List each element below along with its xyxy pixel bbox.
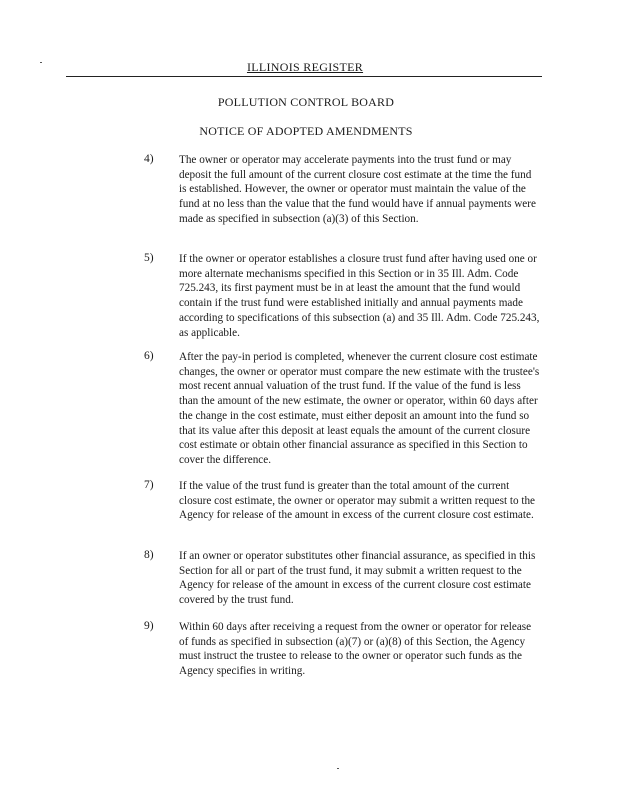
subsection-number: 5) [144,252,154,264]
subsection-number: 4) [144,153,154,165]
subsection-number: 8) [144,549,154,561]
subsection-text: After the pay-in period is completed, whenever the current closure cost estimate changes, the owner or operator must compare the new estimate with the trustee's most recent annual valuation of the trust fund. If the value of the fund is less than the amount of the new estimate, the owner or operator, within 60 days after the change in the cost estimate, must either deposit an amount into the fund so that its value after this deposit at least equals the amount of the current closure cost estimate or obtain other financial assurance as specified in this Section to cover the difference. [179,351,540,466]
subsection-text: If the owner or operator establishes a closure trust fund after having used one or more alternate mechanisms specified in this Section or in 35 Ill. Adm. Code 725.243, its first payment must be in at least the amount that the fund would contain if the trust fund were established initially and annual payments made according to specifications of this subsection (a) and 35 Ill. Adm. Code 725.243, as applicable. [179,253,540,339]
header-rule [66,76,542,77]
scan-speck [337,768,339,769]
subsection-number: 7) [144,479,154,491]
subsection-text: The owner or operator may accelerate payments into the trust fund or may deposit the full amount of the current closure cost estimate at the time the fund is established. However, the owner or operator must maintain the value of the fund at no less than the value that the fund would have if annual payments were made as specified in subsection (a)(3) of this Section. [179,154,536,225]
subsection-number: 6) [144,350,154,362]
subsection-text: If the value of the trust fund is greater than the total amount of the current closure cost estimate, the owner or operator may submit a written request to the Agency for release of the amount in excess of the current closure cost estimate. [179,480,536,522]
subsection-text: Within 60 days after receiving a request from the owner or operator for release of funds as specified in subsection (a)(7) or (a)(8) of this Section, the Agency must instruct the trustee to release to the owner or operator such funds as the Agency specifies in writing. [179,621,532,678]
subsection-text: If an owner or operator substitutes other financial assurance, as specified in this Section for all or part of the trust fund, it may submit a written request to the Agency for release of the amount in excess of the current closure cost estimate covered by the trust fund. [179,550,536,607]
board-name: POLLUTION CONTROL BOARD [217,95,395,109]
subsection-number: 9) [144,620,154,632]
register-title: ILLINOIS REGISTER [246,60,364,74]
notice-heading: NOTICE OF ADOPTED AMENDMENTS [199,124,413,138]
